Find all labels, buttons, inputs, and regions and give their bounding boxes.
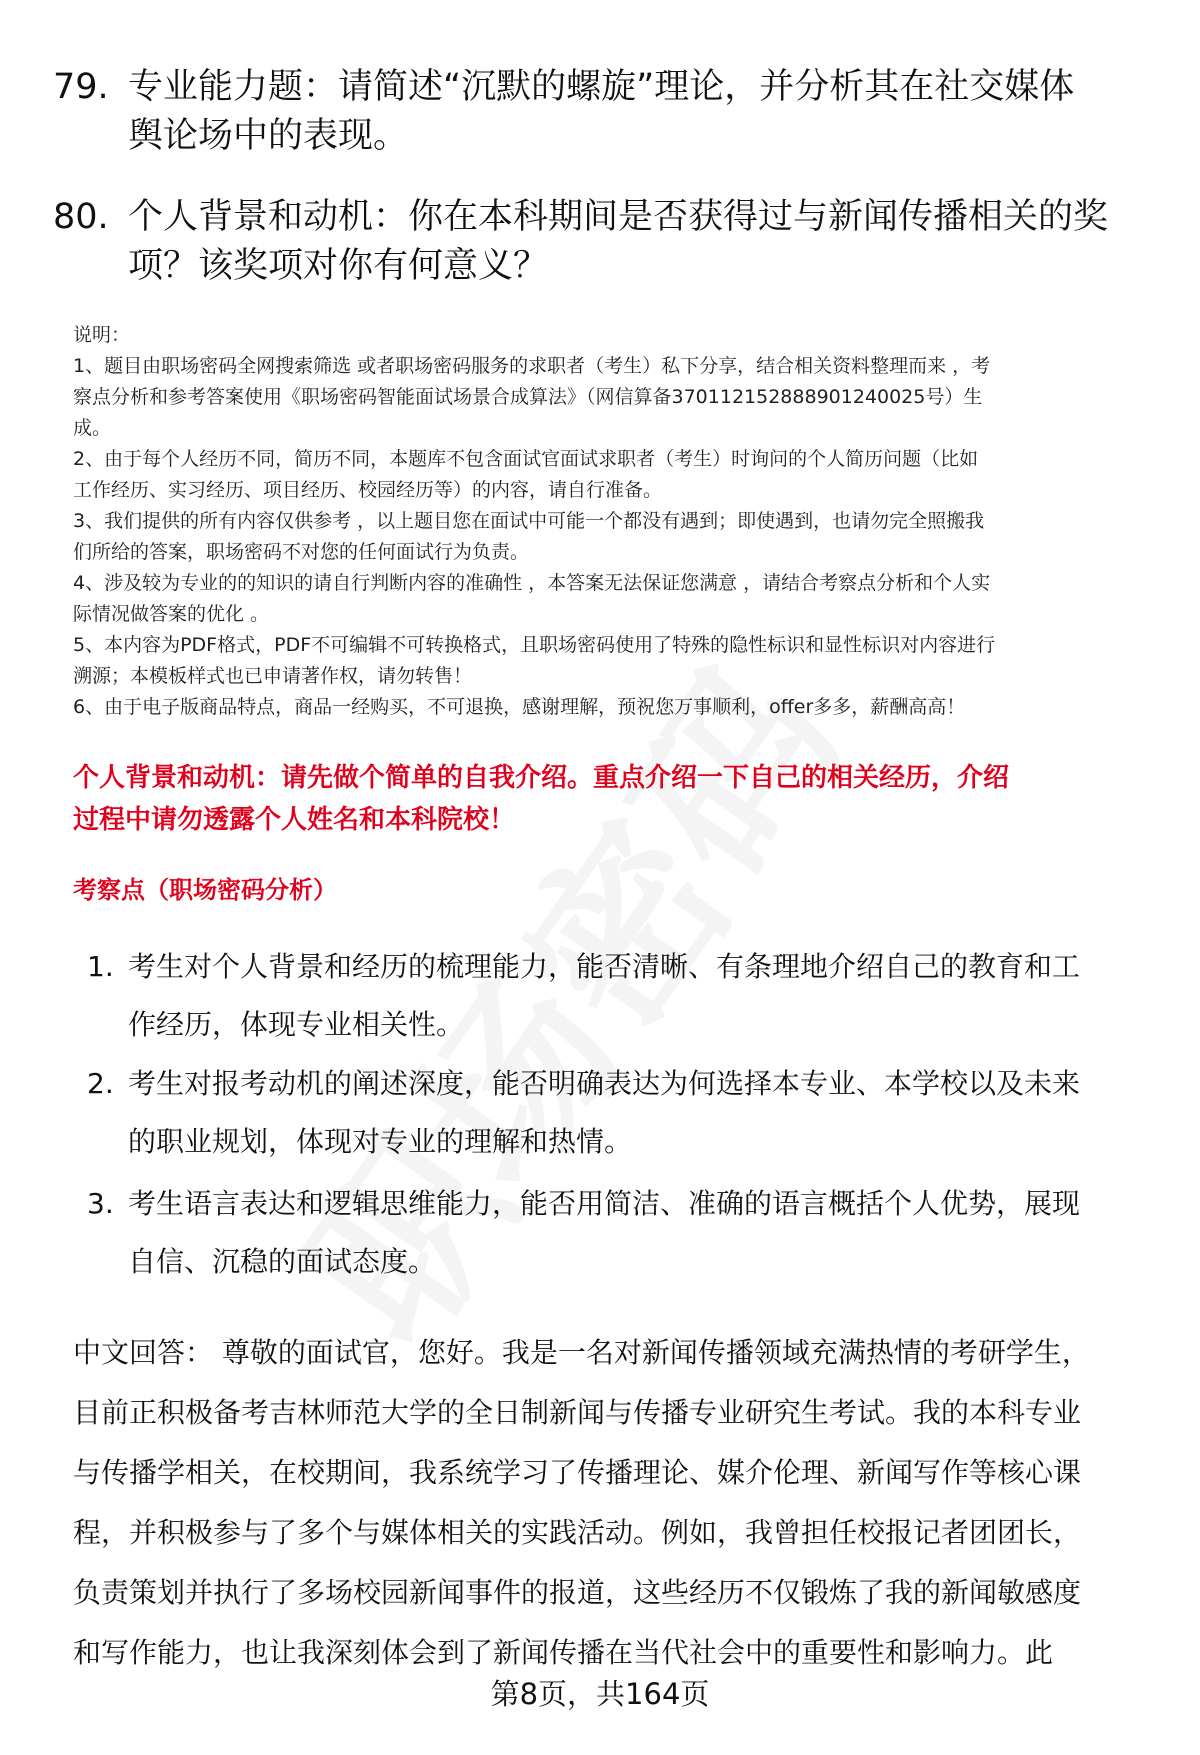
item-number: 1. <box>87 950 114 983</box>
notes-line: 成。 <box>73 417 112 439</box>
question-text: 项？该奖项对你有何意义？ <box>128 246 549 286</box>
item-number: 2. <box>87 1067 114 1100</box>
item-text: 作经历，体现专业相关性。 <box>128 1008 465 1041</box>
question-text: 舆论场中的表现。 <box>128 116 409 156</box>
analysis-item <box>87 1055 1080 1171</box>
question-number: 79. <box>53 67 109 107</box>
answer-line: 与传播学相关，在校期间，我系统学习了传播理论、媒介伦理、新闻写作等核心课 <box>73 1456 1082 1489</box>
notes-line: 们所给的答案，职场密码不对您的任何面试行为负责。 <box>73 541 530 563</box>
question-text: 专业能力题：请简述“沉默的螺旋”理论，并分析其在社交媒体 <box>128 67 1075 107</box>
heading-line: 过程中请勿透露个人姓名和本科院校！ <box>73 805 516 835</box>
question-80 <box>53 193 1108 291</box>
current-question-heading <box>73 757 1009 841</box>
item-text: 考生语言表达和逻辑思维能力，能否用简洁、准确的语言概括个人优势，展现 <box>128 1187 1081 1220</box>
notes-line: 察点分析和参考答案使用《职场密码智能面试场景合成算法》（网信算备370112152888901240025号）生 <box>73 386 983 408</box>
answer-line: 中文回答： 尊敬的面试官，您好。我是一名对新闻传播领域充满热情的考研学生， <box>73 1336 1090 1369</box>
item-text: 考生对报考动机的阐述深度，能否明确表达为何选择本专业、本学校以及未来 <box>128 1067 1081 1100</box>
notes-line: 5、本内容为PDF格式，PDF不可编辑不可转换格式，且职场密码使用了特殊的隐性标识和显性标识对内容进行 <box>73 634 996 656</box>
question-number: 80. <box>53 197 109 237</box>
heading-line: 个人背景和动机：请先做个简单的自我介绍。重点介绍一下自己的相关经历，介绍 <box>73 763 1010 793</box>
notes-line: 1、题目由职场密码全网搜索筛选 或者职场密码服务的求职者（考生）私下分享，结合相关资料整理而来 ，考 <box>73 355 991 377</box>
answer-section <box>73 1323 1090 1683</box>
notes-line: 溯源；本模板样式也已申请著作权，请勿转售！ <box>73 665 473 687</box>
notes-line: 际情况做答案的优化 。 <box>73 603 270 625</box>
item-text: 考生对个人背景和经历的梳理能力，能否清晰、有条理地介绍自己的教育和工 <box>128 950 1081 983</box>
question-79 <box>53 63 1074 161</box>
answer-line: 负责策划并执行了多场校园新闻事件的报道，这些经历不仅锻炼了我的新闻敏感度 <box>73 1576 1082 1609</box>
question-text: 个人背景和动机：你在本科期间是否获得过与新闻传播相关的奖 <box>128 197 1109 237</box>
notes-line: 3、我们提供的所有内容仅供参考 ，以上题目您在面试中可能一个都没有遇到；即使遇到，也请勿完全照搬我 <box>73 510 985 532</box>
notes-line: 6、由于电子版商品特点，商品一经购买，不可退换，感谢理解，预祝您万事顺利，offer多多，薪酬高高！ <box>73 696 966 718</box>
notes-line: 4、涉及较为专业的的知识的请自行判断内容的准确性 ，本答案无法保证您满意 ，请结合考察点分析和个人实 <box>73 572 991 594</box>
notes-line: 工作经历、实习经历、项目经历、校园经历等）的内容，请自行准备。 <box>73 479 663 501</box>
analysis-item <box>87 938 1080 1054</box>
answer-line: 和写作能力，也让我深刻体会到了新闻传播在当代社会中的重要性和影响力。此 <box>73 1636 1054 1669</box>
analysis-item <box>87 1175 1080 1291</box>
notes-line: 2、由于每个人经历不同，简历不同，本题库不包含面试官面试求职者（考生）时询问的个人简历问题（比如 <box>73 448 979 470</box>
page-footer: 第8页，共164页 <box>490 1677 710 1711</box>
notes-section <box>73 320 995 723</box>
analysis-heading: 考察点（职场密码分析） <box>73 876 337 904</box>
answer-line: 目前正积极备考吉林师范大学的全日制新闻与传播专业研究生考试。我的本科专业 <box>73 1396 1082 1429</box>
item-number: 3. <box>87 1187 114 1220</box>
item-text: 的职业规划，体现对专业的理解和热情。 <box>128 1125 633 1158</box>
notes-line: 说明： <box>73 324 131 346</box>
item-text: 自信、沉稳的面试态度。 <box>128 1245 437 1278</box>
answer-line: 程，并积极参与了多个与媒体相关的实践活动。例如，我曾担任校报记者团团长， <box>73 1516 1082 1549</box>
